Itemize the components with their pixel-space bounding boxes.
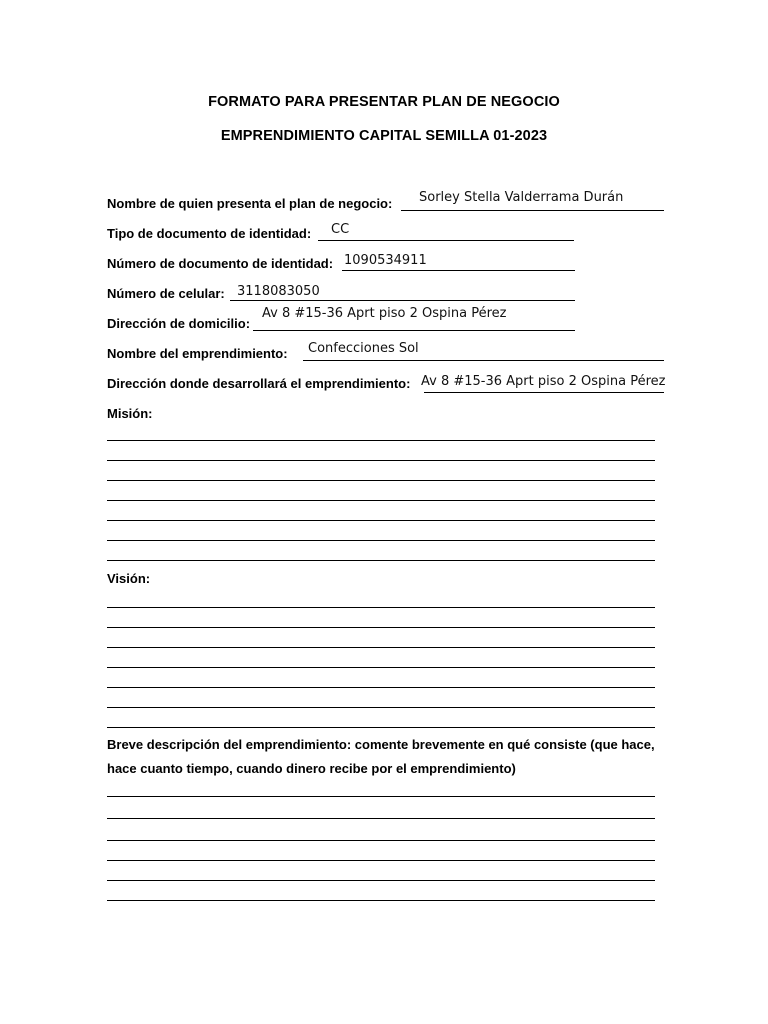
id-number-field[interactable]: 1090534911 [344, 253, 427, 268]
venture-name-line [303, 360, 664, 361]
home-address-label: Dirección de domicilio: [107, 316, 251, 331]
phone-label: Número de celular: [107, 286, 225, 301]
mission-line[interactable] [107, 460, 655, 461]
vision-line[interactable] [107, 647, 655, 648]
vision-line[interactable] [107, 667, 655, 668]
vision-line[interactable] [107, 687, 655, 688]
id-type-field[interactable]: CC [331, 222, 350, 237]
venture-address-label: Dirección donde desarrollará el emprendimiento: [107, 376, 411, 391]
vision-line[interactable] [107, 727, 655, 728]
vision-line[interactable] [107, 607, 655, 608]
id-type-line [318, 240, 574, 241]
id-number-line [342, 270, 575, 271]
presenter-name-line [401, 210, 664, 211]
presenter-name-field[interactable]: Sorley Stella Valderrama Durán [419, 190, 624, 205]
vision-label: Visión: [107, 571, 151, 586]
description-line[interactable] [107, 840, 655, 841]
mission-line[interactable] [107, 560, 655, 561]
venture-name-field[interactable]: Confecciones Sol [308, 341, 419, 356]
mission-line[interactable] [107, 540, 655, 541]
mission-line[interactable] [107, 500, 655, 501]
document-title: FORMATO PARA PRESENTAR PLAN DE NEGOCIO [208, 94, 560, 110]
vision-line[interactable] [107, 627, 655, 628]
id-number-label: Número de documento de identidad: [107, 256, 334, 271]
description-line[interactable] [107, 900, 655, 901]
description-line[interactable] [107, 880, 655, 881]
description-label: Breve descripción del emprendimiento: comente brevemente en qué consiste (que hace, hace cuanto tiempo, cuando dinero recibe por el emprendimiento) [107, 737, 655, 776]
mission-label: Misión: [107, 406, 153, 421]
description-line[interactable] [107, 818, 655, 819]
mission-line[interactable] [107, 440, 655, 441]
id-type-label: Tipo de documento de identidad: [107, 226, 312, 241]
home-address-line [253, 330, 575, 331]
description-line[interactable] [107, 796, 655, 797]
presenter-name-label: Nombre de quien presenta el plan de negocio: [107, 196, 393, 211]
phone-line [230, 300, 575, 301]
document-subtitle: EMPRENDIMIENTO CAPITAL SEMILLA 01-2023 [220, 128, 548, 144]
venture-address-line [424, 392, 664, 393]
mission-line[interactable] [107, 520, 655, 521]
vision-line[interactable] [107, 707, 655, 708]
venture-name-label: Nombre del emprendimiento: [107, 346, 288, 361]
description-line[interactable] [107, 860, 655, 861]
phone-field[interactable]: 3118083050 [237, 284, 320, 299]
mission-line[interactable] [107, 480, 655, 481]
home-address-field[interactable]: Av 8 #15-36 Aprt piso 2 Ospina Pérez [262, 306, 507, 321]
venture-address-field[interactable]: Av 8 #15-36 Aprt piso 2 Ospina Pérez [421, 374, 666, 389]
